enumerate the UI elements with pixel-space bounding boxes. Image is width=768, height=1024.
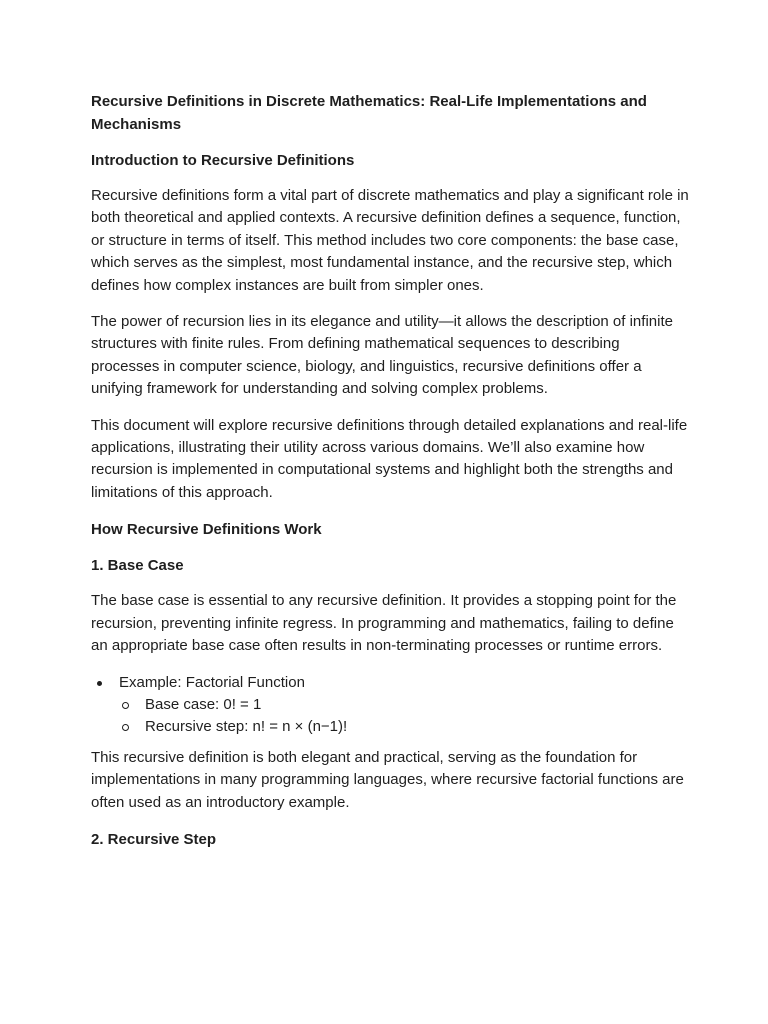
after-example-paragraph: This recursive definition is both elegant and practical, serving as the foundation for implementations in many programming languages, where recursive factorial functions are often used as an introductory example. xyxy=(91,748,684,811)
base-case-heading: 1. Base Case xyxy=(91,557,184,575)
bullet-ring-icon xyxy=(122,702,129,709)
intro-paragraph-3: This document will explore recursive definitions through detailed explanations and real-life applications, illustrating their utility across various domains. We’ll also examine how recursion is implemented in computational systems and highlight both the strengths and limitations of this approach. xyxy=(91,416,688,501)
recursive-step-heading: 2. Recursive Step xyxy=(91,830,217,848)
example-list xyxy=(91,672,691,739)
base-case-paragraph: The base case is essential to any recursive definition. It provides a stopping point for the recursion, preventing infinite regress. In programming and mathematics, failing to define an appropriate base case often results in non-terminating processes or runtime errors. xyxy=(91,592,677,655)
intro-paragraph-1: Recursive definitions form a vital part of discrete mathematics and play a significant role in both theoretical and applied contexts. A recursive definition defines a sequence, function, or structure in terms of itself. This method includes two core components: the base case, which serves as the simplest, most fundamental instance, and the recursive step, which defines how complex instances are built from simpler ones. xyxy=(91,187,689,294)
intro-paragraph-2: The power of recursion lies in its elegance and utility—it allows the description of infinite structures with finite rules. From defining mathematical sequences to describing processes in computer science, biology, and linguistics, recursive definitions offer a unifying framework for understanding and solving complex problems. xyxy=(91,313,673,398)
bullet-ring-icon xyxy=(122,724,129,731)
document-title: Recursive Definitions in Discrete Mathematics: Real-Life Implementations and Mechanisms xyxy=(91,93,647,133)
bullet-dot-icon xyxy=(97,681,102,686)
example-sub-item-2: Recursive step: n! = n × (n−1)! xyxy=(145,718,348,736)
how-it-works-heading: How Recursive Definitions Work xyxy=(91,521,322,539)
list-item xyxy=(91,716,691,738)
list-item xyxy=(91,694,691,716)
list-item xyxy=(91,672,691,694)
document-page xyxy=(91,90,691,864)
example-bullet-text: Example: Factorial Function xyxy=(119,673,305,691)
example-sub-item-1: Base case: 0! = 1 xyxy=(145,695,262,713)
intro-heading: Introduction to Recursive Definitions xyxy=(91,152,355,169)
